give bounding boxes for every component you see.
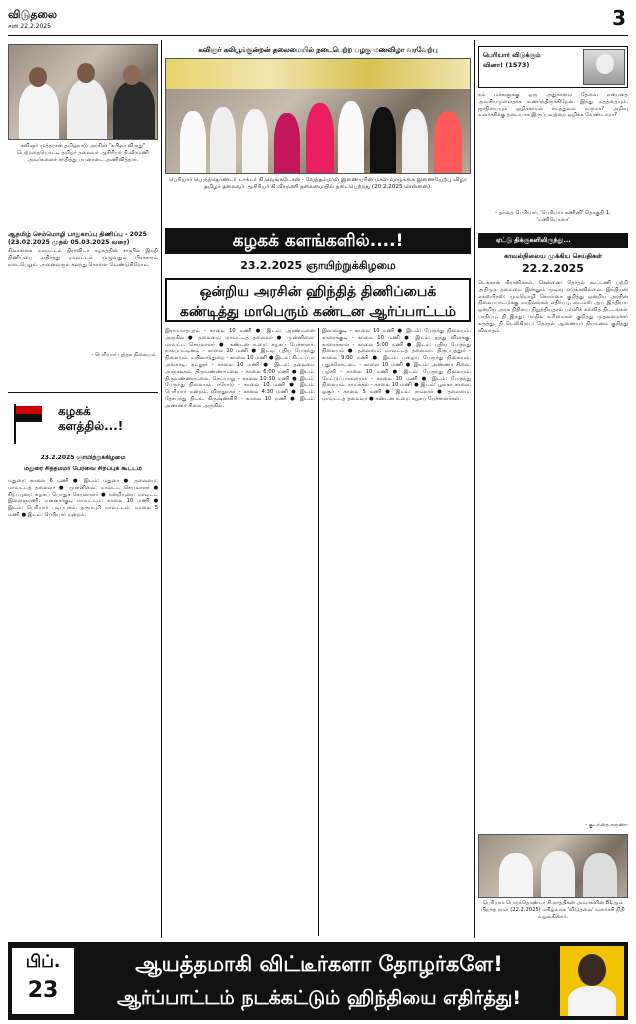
protest-headline — [165, 278, 471, 322]
wedding-photo-caption: பெரியார் பெருந்தொண்டர் டாக்டர் கி.வெங்கடேசன் - வேந்தம்மாள் இணையரின் மகள் வாழ்க்கை இணையேற்பு விழா தமிழர் தலைவர் ஆசிரியர் கி.வீரமணி தலைமையில் நடைபெற்றது (20.2.2025 சென்னை). — [169, 177, 467, 190]
bottom-banner — [8, 942, 628, 1020]
protest-list-column-a: இராமநாதபுரம் - காலை 10 மணி ● இடம்: அரண்மனை அருகில் ● தலைமை: மாவட்டத் தலைவர் ● முன்னிலை: மாவட்ட செயலாளர் ● கண்டன உரை: கழகப் பேச்சாளர். நாகப்பட்டினம் - காலை 10 மணி ● இடம்: புதிய பேருந்து நிலையம். மயிலாடுதுறை - காலை 10 மணி ● இடம்: கிட்டப்பா அங்காடி. கடலூர் - காலை 10 மணி ● இடம்: தலைமை அஞ்சலகம். திருவண்ணாமலை - காலை 6:00 மணி ● இடம்: திருவண்ணாமலை. செய்யாறு - காலை 10:30 மணி ● இடம்: பேருந்து நிலையம். ஈரோடு - காலை 10 மணி ● இடம்: பெரியார் மன்றம். விருதுநகர் - காலை 4:30 மணி ● இடம்: தேசபந்து திடல். கிருஷ்ணகிரி - காலை 10 மணி ● இடம்: அண்ணா சிலை அருகில். — [165, 328, 315, 409]
middle-divider — [318, 328, 319, 936]
protest-headline-line2: கண்டித்து மாபெரும் கண்டன ஆர்ப்பாட்டம் — [179, 304, 457, 320]
banner-line2: ஆர்ப்பாட்டம் நடக்கட்டும் ஹிந்தியை எதிர்த்து! — [117, 987, 521, 1009]
newspaper-title: விடுதலை — [8, 8, 58, 21]
hindi-article-body: சிலகங்கை மாவட்டம் திராவிடர் கழகத்தின் சார்பில் இந்தி திணிப்பை எதிர்த்து மாவட்டம் முழுவதும் பிரச்சாரம் நடைபெறும். அனைவரும் கலந்து கொள்ள வேண்டுகிறோம். — [8, 248, 158, 268]
masthead — [8, 6, 628, 36]
banner-portrait — [560, 946, 624, 1016]
page-number: 3 — [612, 6, 626, 30]
periyar-quote: நம் மக்களுக்கு ஒரு அதுகாவை தேவை என்பதை அவசியமுள்ளதாக உணர்ந்திருக்கிறேன். இந்து மதத்தையும், ஜாதியையும் ஒழிக்காமல் சமத்துவம் வருமா? அறிவு வளர்ச்சிக்கு தடையாக இருப்பவற்றை ஒழிக்க வேண்டாமா? — [478, 92, 628, 119]
banner-month: பிப். — [25, 952, 61, 972]
periyar-portrait — [583, 49, 625, 85]
kalam-banner: கழகக் களங்களில்....! — [165, 228, 471, 254]
flag-icon — [16, 406, 42, 422]
kalam-title-line1: கழகக் — [58, 404, 91, 418]
column-divider-left — [161, 40, 162, 938]
news-digest-sign: - குடந்தை கருணா — [585, 822, 628, 828]
kalam-subtitle: மதுரை சித்தமமா பேரவை சிறப்புக் கூட்டம் — [24, 466, 142, 472]
hindi-article-title: ஆதமிழ் செம்மொழி பாதுகாப்பு திணிப்பு - 2025 (23.02.2025 முதல் 05.03.2025 வரை) — [8, 231, 147, 246]
protest-headline-line1: ஒன்றிய அரசின் ஹிந்தித் திணிப்பைக் — [199, 284, 437, 300]
column-divider-right — [474, 40, 475, 938]
periyar-question-number: வினா! (1573) — [483, 61, 530, 69]
hindi-article-sign: - பெரியார் புத்தக நிலையம் — [91, 352, 156, 358]
birthday-photo-caption: பெரியார் பெருந்தொண்டர் சி.நாத்திகன் அவர்களின் 81ஆம் பிறந்த நாள் (22.2.2025) மகிழ்வாக 'விடுதலை' வளர்ச்சி நிதி வழங்கினார். — [481, 900, 625, 920]
banner-line1: ஆயத்தமாகி விட்டீர்களா தோழர்களே! — [135, 952, 503, 976]
ettu-thikkugal-bar: ஏட்டு திக்குகளிலிருந்து... — [478, 233, 628, 248]
kalam-title — [58, 404, 123, 434]
news-column-date: 22.2.2025 — [522, 262, 584, 275]
banner-day: 23 — [27, 978, 59, 1003]
kalam-body: மதுரை: காலை 6 மணி ● இடம்: மதுரை ● தலைமை: மாவட்டத் தலைவர் ● முன்னிலை: மாவட்ட செயலாளர் ● சிறப்புரை: கழகப் பொதுச் செயலாளர் ● நன்றியுரை: மாவட்ட இளைஞரணி. மன்னார்குடி மாவட்டம்: காலை 10 மணி ● இடம்: பெரியார் படிப்பகம். தருமபுரி மாவட்டம்: மாலை 5 மணி ● இடம்: பெரியார் மன்றம். — [8, 478, 158, 518]
banner-date-box — [12, 948, 74, 1014]
kalam-date: 23.2.2025 ஞாயிற்றுக்கிழமை — [40, 455, 126, 461]
kalam-box — [10, 398, 156, 450]
wedding-photo — [165, 58, 471, 174]
protest-list-column-b: இலால்குடி - காலை 10 மணி ● இடம்: பேருந்து நிலையம். காரைக்குடி - காலை 10 மணி ● இடம்: ஐந்து விளக்கு. காரைக்கால் - காலை 5:00 மணி ● இடம்: புதிய பேருந்து நிலையம் ● தலைமை: மாவட்டத் தலைவர். திருப்பத்தூர் - காலை 9:00 மணி ● இடம்: பழைய பேருந்து நிலையம். புதுக்கோட்டை - காலை 10 மணி ● இடம்: அண்ணா சிலை. பழனி - காலை 10 மணி ● இடம்: பேருந்து நிலையம். மேட்டுப்பாளையம் - காலை 10 மணி ● இடம்: பேருந்து நிலையம். நாமக்கல் - காலை 10 மணி ● இடம்: பூங்கா சாலை. ஓசூர் - காலை 5 மணி ● இடம்: ராம்நகர் ● தலைமை: மாவட்டத் தலைவர் ● கண்டன உரை: கழகப் பேச்சாளர்கள். — [322, 328, 471, 402]
news-digest: டெக்கான் கிரானிக்கல், சென்னை: தேர்தல் கூட்டணி பற்றி அதிமுக தலைமை இன்னும் முடிவு எடுக்கவில்லை. இந்தியன் எக்ஸ்பிரஸ்: மும்மொழி கொள்கை குறித்து ஒன்றிய அரசின் நிலைப்பாட்டுக்கு மாநிலங்கள் எதிர்ப்பு. டைம்ஸ் ஆப் இந்தியா: ஒன்றிய அரசு நிதியை நிறுத்தியதால் பள்ளிக் கல்வித் திட்டங்கள் பாதிப்பு. தி இந்து: மாநில உரிமைகள் குறித்து முதலமைச்சர் கருத்து. தி டெலிகிராப்: தேர்தல் ஆணையர் நியமனம் குறித்து விவாதம். — [478, 280, 628, 334]
issue-date: சனி 22.2.2025 — [8, 23, 51, 30]
news-column-heading: காவல்நிலைய முக்கிய செய்திகள் — [503, 252, 603, 260]
banner-date: 23.2.2025 ஞாயிற்றுக்கிழமை — [240, 259, 396, 272]
wedding-headline: கவிஞர் கலிபூங்குன்றன் தலைமையில் நடைபெற்ற பழகு மணவிழா வரவேற்பு — [198, 46, 438, 54]
periyar-question-box — [478, 46, 628, 88]
award-photo-caption: கவிஞர் முத்தரசன் தமிழ்நாடு அரசின் "கபிலர் விருது" பெற்றதையொட்டி தமிழர் தலைவர் ஆசிரியர் கி.வீரமணி அவர்களைச் சந்தித்து பயனாடை அணிவித்தார். — [17, 143, 149, 163]
periyar-quote-source: - தந்தை பெரியார், 'பெரியார் கணினி' தொகுதி 1, 'மணியோசை' — [495, 210, 611, 223]
left-divider — [8, 392, 158, 393]
kalam-title-line2: களத்தில்...! — [58, 419, 124, 433]
award-photo — [8, 44, 158, 140]
birthday-photo — [478, 834, 628, 898]
periyar-label: பெரியார் விடுக்கும் — [483, 51, 541, 59]
